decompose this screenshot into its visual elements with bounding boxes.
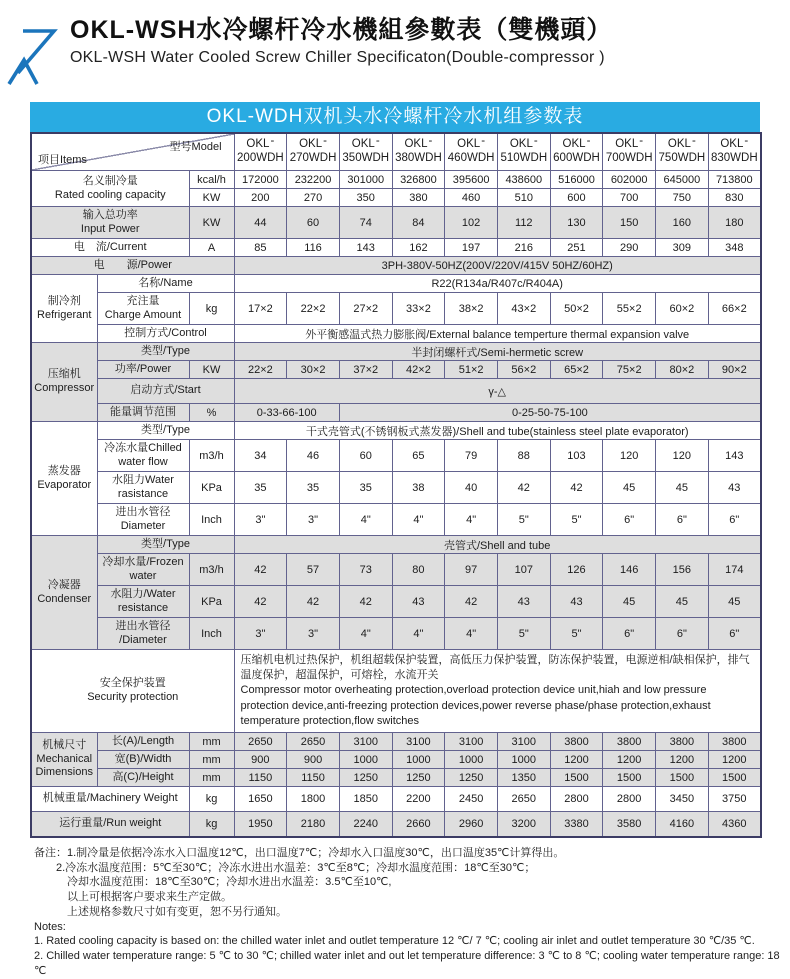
cond-pipe-diameter-value: 6" xyxy=(656,618,709,650)
refrigerant-charge-unit: kg xyxy=(189,293,234,325)
model-header: OKL- 200WDH xyxy=(234,133,287,171)
note-line: 冷却水温度范围：18℃至30℃；冷却水进出水温差：3.5℃至10℃, xyxy=(34,876,392,889)
compressor-type-value: 半封闭螺杆式/Semi-hermetic screw xyxy=(234,343,761,361)
current-unit: A xyxy=(189,239,234,257)
compressor-power-value: 56×2 xyxy=(497,361,550,379)
cond-pipe-diameter-value: 6" xyxy=(603,618,656,650)
dim-height-value: 1500 xyxy=(708,769,761,787)
energy-adjust-range-label: 能量调节范围 xyxy=(97,404,189,422)
dim-width-value: 1200 xyxy=(656,751,709,769)
corner-cell xyxy=(31,133,234,171)
condenser-type-value: 壳管式/Shell and tube xyxy=(234,536,761,554)
cond-pipe-diameter-label: 进出水管径 /Diameter xyxy=(97,618,189,650)
machinery-weight-label: 机械重量/Machinery Weight xyxy=(31,787,189,812)
refrigerant-charge-value: 50×2 xyxy=(550,293,603,325)
power-supply-value: 3PH-380V-50HZ(200V/220V/415V 50HZ/60HZ) xyxy=(234,257,761,275)
cond-water-resistance-value: 42 xyxy=(339,586,392,618)
compressor-power-unit: KW xyxy=(189,361,234,379)
cooling-water-flow-value: 126 xyxy=(550,554,603,586)
cond-water-resistance-unit: KPa xyxy=(189,586,234,618)
cond-pipe-diameter-value: 3" xyxy=(287,618,340,650)
dim-height-value: 1250 xyxy=(392,769,445,787)
dim-width-value: 900 xyxy=(234,751,287,769)
current-value: 290 xyxy=(603,239,656,257)
cond-water-resistance-value: 45 xyxy=(708,586,761,618)
machinery-weight-value: 1800 xyxy=(287,787,340,812)
spec-table xyxy=(30,132,762,838)
run-weight-value: 3380 xyxy=(550,812,603,838)
rated-cooling-capacity-kw-value: 460 xyxy=(445,189,498,207)
chilled-water-flow-unit: m3/h xyxy=(189,440,234,472)
machinery-weight-value: 1850 xyxy=(339,787,392,812)
machinery-weight-value: 2200 xyxy=(392,787,445,812)
cond-water-resistance-value: 42 xyxy=(234,586,287,618)
current-value: 116 xyxy=(287,239,340,257)
notes-block xyxy=(34,846,790,979)
refrigerant-name-group-label: 制冷剂 Refrigerant xyxy=(31,275,97,343)
dim-width-value: 1000 xyxy=(392,751,445,769)
cooling-water-flow-value: 146 xyxy=(603,554,656,586)
refrigerant-charge-value: 33×2 xyxy=(392,293,445,325)
dim-width-value: 1000 xyxy=(445,751,498,769)
cond-pipe-diameter-unit: Inch xyxy=(189,618,234,650)
run-weight-value: 2660 xyxy=(392,812,445,838)
dim-width-value: 1000 xyxy=(339,751,392,769)
evap-pipe-diameter-value: 6" xyxy=(656,504,709,536)
rated-cooling-capacity-kcal-unit: kcal/h xyxy=(189,171,234,189)
cond-water-resistance-label: 水阻力/Water resistance xyxy=(97,586,189,618)
arrow-up-right-icon xyxy=(6,24,60,88)
rated-cooling-capacity-kcal-value: 395600 xyxy=(445,171,498,189)
input-power-value: 84 xyxy=(392,207,445,239)
rated-cooling-capacity-kcal-value: 438600 xyxy=(497,171,550,189)
evap-water-resistance-value: 35 xyxy=(339,472,392,504)
compressor-power-label: 功率/Power xyxy=(97,361,189,379)
refrigerant-name-value: R22(R134a/R407c/R404A) xyxy=(234,275,761,293)
refrigerant-charge-value: 43×2 xyxy=(497,293,550,325)
rated-cooling-capacity-kcal-value: 602000 xyxy=(603,171,656,189)
model-header: OKL- 380WDH xyxy=(392,133,445,171)
evap-pipe-diameter-value: 3" xyxy=(234,504,287,536)
rated-cooling-capacity-kw-value: 350 xyxy=(339,189,392,207)
rated-cooling-capacity-kw-value: 830 xyxy=(708,189,761,207)
cond-pipe-diameter-value: 3" xyxy=(234,618,287,650)
refrigerant-charge-value: 66×2 xyxy=(708,293,761,325)
dim-length-value: 3800 xyxy=(550,733,603,751)
input-power-value: 74 xyxy=(339,207,392,239)
evap-water-resistance-value: 43 xyxy=(708,472,761,504)
evap-water-resistance-value: 42 xyxy=(497,472,550,504)
rated-cooling-capacity-kw-value: 380 xyxy=(392,189,445,207)
cooling-water-flow-value: 156 xyxy=(656,554,709,586)
current-label: 电 流/Current xyxy=(31,239,189,257)
cooling-water-flow-value: 107 xyxy=(497,554,550,586)
compressor-power-value: 22×2 xyxy=(234,361,287,379)
page-title: OKL-WSH水冷螺杆冷水機組參數表（雙機頭） xyxy=(70,16,613,44)
input-power-label: 输入总功率 Input Power xyxy=(31,207,189,239)
rated-cooling-capacity-kcal-value: 326800 xyxy=(392,171,445,189)
chilled-water-flow-value: 60 xyxy=(339,440,392,472)
dim-height-label: 高(C)/Height xyxy=(97,769,189,787)
evap-pipe-diameter-value: 4" xyxy=(445,504,498,536)
refrigerant-name-label: 名称/Name xyxy=(97,275,234,293)
chilled-water-flow-value: 143 xyxy=(708,440,761,472)
chilled-water-flow-value: 46 xyxy=(287,440,340,472)
refrigerant-charge-value: 17×2 xyxy=(234,293,287,325)
cond-pipe-diameter-value: 6" xyxy=(708,618,761,650)
run-weight-value: 3200 xyxy=(497,812,550,838)
compressor-start-value: γ-△ xyxy=(234,379,761,404)
chilled-water-flow-value: 79 xyxy=(445,440,498,472)
cooling-water-flow-value: 57 xyxy=(287,554,340,586)
condenser-type-label: 类型/Type xyxy=(97,536,234,554)
run-weight-value: 4360 xyxy=(708,812,761,838)
dim-width-label: 宽(B)/Width xyxy=(97,751,189,769)
condenser-type-group-label: 冷凝器 Condenser xyxy=(31,536,97,650)
evap-water-resistance-value: 35 xyxy=(287,472,340,504)
corner-model-label: 型号Model xyxy=(169,141,222,153)
corner-items-label: 项目Items xyxy=(38,154,87,166)
run-weight-value: 3580 xyxy=(603,812,656,838)
machinery-weight-value: 2450 xyxy=(445,787,498,812)
compressor-power-value: 80×2 xyxy=(656,361,709,379)
dim-length-value: 2650 xyxy=(287,733,340,751)
compressor-power-value: 75×2 xyxy=(603,361,656,379)
note-line: Notes: xyxy=(34,920,66,933)
rated-cooling-capacity-kw-unit: KW xyxy=(189,189,234,207)
compressor-type-label: 类型/Type xyxy=(97,343,234,361)
dim-length-value: 3800 xyxy=(708,733,761,751)
dim-height-value: 1500 xyxy=(656,769,709,787)
refrigerant-control-value: 外平衡感温式热力膨胀阀/External balance temperture thermal expansion valve xyxy=(234,325,761,343)
dim-height-value: 1250 xyxy=(445,769,498,787)
dim-width-value: 1200 xyxy=(603,751,656,769)
evap-water-resistance-unit: KPa xyxy=(189,472,234,504)
model-header: OKL- 750WDH xyxy=(656,133,709,171)
rated-cooling-capacity-kcal-value: 516000 xyxy=(550,171,603,189)
machinery-weight-value: 1650 xyxy=(234,787,287,812)
note-line: 以上可根据客户要求来生产定做。 xyxy=(34,891,232,904)
dim-length-value: 3100 xyxy=(339,733,392,751)
model-header: OKL- 700WDH xyxy=(603,133,656,171)
cond-pipe-diameter-value: 4" xyxy=(445,618,498,650)
dim-height-value: 1250 xyxy=(339,769,392,787)
rated-cooling-capacity-kcal-value: 232200 xyxy=(287,171,340,189)
machinery-weight-value: 3750 xyxy=(708,787,761,812)
evap-water-resistance-value: 40 xyxy=(445,472,498,504)
input-power-value: 160 xyxy=(656,207,709,239)
current-value: 197 xyxy=(445,239,498,257)
chilled-water-flow-value: 120 xyxy=(656,440,709,472)
dim-width-value: 1200 xyxy=(550,751,603,769)
model-header: OKL- 460WDH xyxy=(445,133,498,171)
evap-water-resistance-value: 42 xyxy=(550,472,603,504)
dim-length-value: 3800 xyxy=(603,733,656,751)
run-weight-unit: kg xyxy=(189,812,234,838)
energy-adjust-range-value: 0-25-50-75-100 xyxy=(339,404,761,422)
chilled-water-flow-value: 88 xyxy=(497,440,550,472)
dim-height-value: 1500 xyxy=(550,769,603,787)
input-power-value: 102 xyxy=(445,207,498,239)
cond-water-resistance-value: 43 xyxy=(550,586,603,618)
energy-adjust-range-unit: % xyxy=(189,404,234,422)
dim-length-value: 2650 xyxy=(234,733,287,751)
chilled-water-flow-value: 120 xyxy=(603,440,656,472)
evaporator-type-group-label: 蒸发器 Evaporator xyxy=(31,422,97,536)
cond-water-resistance-value: 43 xyxy=(497,586,550,618)
cooling-water-flow-value: 42 xyxy=(234,554,287,586)
cond-water-resistance-value: 45 xyxy=(603,586,656,618)
compressor-type-group-label: 压缩机 Compressor xyxy=(31,343,97,422)
model-header: OKL- 600WDH xyxy=(550,133,603,171)
cooling-water-flow-value: 97 xyxy=(445,554,498,586)
dim-width-value: 1000 xyxy=(497,751,550,769)
evap-pipe-diameter-value: 3" xyxy=(287,504,340,536)
input-power-value: 150 xyxy=(603,207,656,239)
rated-cooling-capacity-kw-value: 750 xyxy=(656,189,709,207)
compressor-power-value: 90×2 xyxy=(708,361,761,379)
dim-length-value: 3100 xyxy=(497,733,550,751)
chilled-water-flow-value: 34 xyxy=(234,440,287,472)
cond-pipe-diameter-value: 5" xyxy=(497,618,550,650)
note-line: 上述规格参数尺寸如有变更，恕不另行通知。 xyxy=(34,905,287,918)
refrigerant-charge-value: 27×2 xyxy=(339,293,392,325)
dim-length-value: 3100 xyxy=(392,733,445,751)
refrigerant-charge-value: 55×2 xyxy=(603,293,656,325)
model-header: OKL- 350WDH xyxy=(339,133,392,171)
page-header xyxy=(0,0,790,88)
refrigerant-control-label: 控制方式/Control xyxy=(97,325,234,343)
input-power-value: 112 xyxy=(497,207,550,239)
power-supply-label: 电 源/Power xyxy=(31,257,234,275)
note-line: 2. Chilled water temperature range: 5 ℃ to 30 ℃; chilled water inlet and out let temperature difference: 3 ℃ to 8 ℃; cooling water temperature range: 18 ℃ xyxy=(34,950,783,977)
refrigerant-charge-value: 38×2 xyxy=(445,293,498,325)
evap-pipe-diameter-value: 5" xyxy=(550,504,603,536)
input-power-unit: KW xyxy=(189,207,234,239)
dim-length-unit: mm xyxy=(189,733,234,751)
compressor-power-value: 51×2 xyxy=(445,361,498,379)
current-value: 216 xyxy=(497,239,550,257)
input-power-value: 44 xyxy=(234,207,287,239)
note-line: 1. Rated cooling capacity is based on: the chilled water inlet and outlet temperature 12 ℃/ 7 ℃; cooling air inlet and outlet temperature 30 ℃/35 ℃. xyxy=(34,935,755,948)
evap-pipe-diameter-value: 4" xyxy=(392,504,445,536)
current-value: 309 xyxy=(656,239,709,257)
rated-cooling-capacity-kw-value: 600 xyxy=(550,189,603,207)
run-weight-value: 4160 xyxy=(656,812,709,838)
evap-pipe-diameter-value: 6" xyxy=(603,504,656,536)
dim-length-value: 3100 xyxy=(445,733,498,751)
machinery-weight-unit: kg xyxy=(189,787,234,812)
rated-cooling-capacity-kw-value: 270 xyxy=(287,189,340,207)
dim-height-value: 1350 xyxy=(497,769,550,787)
current-value: 348 xyxy=(708,239,761,257)
evaporator-type-value: 干式壳管式(不锈钢板式蒸发器)/Shell and tube(stainless steel plate evaporator) xyxy=(234,422,761,440)
evap-pipe-diameter-value: 6" xyxy=(708,504,761,536)
note-line: 备注：1.制冷量是依据冷冻水入口温度12℃，出口温度7℃；冷却水入口温度30℃，出口温度35℃计算得出。 xyxy=(34,847,565,859)
cooling-water-flow-value: 80 xyxy=(392,554,445,586)
cond-water-resistance-value: 45 xyxy=(656,586,709,618)
evaporator-type-label: 类型/Type xyxy=(97,422,234,440)
rated-cooling-capacity-kw-value: 510 xyxy=(497,189,550,207)
input-power-value: 130 xyxy=(550,207,603,239)
rated-cooling-capacity-kcal-value: 713800 xyxy=(708,171,761,189)
machinery-weight-value: 3450 xyxy=(656,787,709,812)
table-banner: OKL-WDH双机头水冷螺杆冷水机组参数表 xyxy=(30,102,760,132)
cond-water-resistance-value: 43 xyxy=(392,586,445,618)
rated-cooling-capacity-kcal-value: 301000 xyxy=(339,171,392,189)
refrigerant-charge-label: 充注量 Charge Amount xyxy=(97,293,189,325)
refrigerant-charge-value: 22×2 xyxy=(287,293,340,325)
machinery-weight-value: 2800 xyxy=(603,787,656,812)
current-value: 85 xyxy=(234,239,287,257)
evap-pipe-diameter-value: 5" xyxy=(497,504,550,536)
run-weight-value: 2960 xyxy=(445,812,498,838)
evap-pipe-diameter-label: 进出水管径 Diameter xyxy=(97,504,189,536)
model-header: OKL- 830WDH xyxy=(708,133,761,171)
machinery-weight-value: 2800 xyxy=(550,787,603,812)
run-weight-value: 1950 xyxy=(234,812,287,838)
rated-cooling-capacity-kcal-value: 172000 xyxy=(234,171,287,189)
input-power-value: 180 xyxy=(708,207,761,239)
current-value: 143 xyxy=(339,239,392,257)
dim-height-value: 1150 xyxy=(287,769,340,787)
dim-height-unit: mm xyxy=(189,769,234,787)
evap-water-resistance-label: 水阻力Water rasistance xyxy=(97,472,189,504)
chilled-water-flow-value: 65 xyxy=(392,440,445,472)
refrigerant-charge-value: 60×2 xyxy=(656,293,709,325)
dim-height-value: 1500 xyxy=(603,769,656,787)
security-protection-value: 压缩机电机过热保护，机组超载保护装置，高低压力保护装置，防冻保护装置，电源逆相/缺相保护，排气温度保护，超温保护，可熔栓，水流开关 Compressor motor overheating protection,overload protection device unit,hiah and low pressure protection device,anti-freezing protection devices,power reverse phase/phase protection,exhaust temperature protection,flow switches xyxy=(234,650,761,733)
page-subtitle: OKL-WSH Water Cooled Screw Chiller Specificaton(Double-compressor ) xyxy=(70,49,605,66)
dim-width-value: 1200 xyxy=(708,751,761,769)
compressor-power-value: 37×2 xyxy=(339,361,392,379)
dim-width-value: 900 xyxy=(287,751,340,769)
title-block xyxy=(70,10,612,67)
cooling-water-flow-label: 冷却水量/Frozen water xyxy=(97,554,189,586)
current-value: 251 xyxy=(550,239,603,257)
run-weight-label: 运行重量/Run weight xyxy=(31,812,189,838)
chilled-water-flow-value: 103 xyxy=(550,440,603,472)
evap-water-resistance-value: 38 xyxy=(392,472,445,504)
cond-pipe-diameter-value: 4" xyxy=(339,618,392,650)
evap-water-resistance-value: 45 xyxy=(603,472,656,504)
dim-length-label: 长(A)/Length xyxy=(97,733,189,751)
rated-cooling-capacity-kcal-value: 645000 xyxy=(656,171,709,189)
model-header: OKL- 510WDH xyxy=(497,133,550,171)
dim-height-value: 1150 xyxy=(234,769,287,787)
machinery-weight-value: 2650 xyxy=(497,787,550,812)
compressor-power-value: 42×2 xyxy=(392,361,445,379)
evap-pipe-diameter-value: 4" xyxy=(339,504,392,536)
note-line: 2.冷冻水温度范围：5℃至30℃；冷冻水进出水温差：3℃至8℃；冷却水温度范围：18℃至30℃； xyxy=(34,861,536,874)
cooling-water-flow-unit: m3/h xyxy=(189,554,234,586)
cond-pipe-diameter-value: 4" xyxy=(392,618,445,650)
dim-length-value: 3800 xyxy=(656,733,709,751)
evap-pipe-diameter-unit: Inch xyxy=(189,504,234,536)
cond-water-resistance-value: 42 xyxy=(287,586,340,618)
input-power-value: 60 xyxy=(287,207,340,239)
rated-cooling-capacity-kw-value: 700 xyxy=(603,189,656,207)
compressor-start-label: 启动方式/Start xyxy=(97,379,234,404)
rated-cooling-capacity-kcal-label: 名义制冷量 Rated cooling capacity xyxy=(31,171,189,207)
chilled-water-flow-label: 冷冻水量Chilled water flow xyxy=(97,440,189,472)
security-protection-label: 安全保护装置 Security protection xyxy=(31,650,234,733)
dim-width-unit: mm xyxy=(189,751,234,769)
current-value: 162 xyxy=(392,239,445,257)
cond-pipe-diameter-value: 5" xyxy=(550,618,603,650)
dim-length-group-label: 机械尺寸 Mechanical Dimensions xyxy=(31,733,97,787)
cond-water-resistance-value: 42 xyxy=(445,586,498,618)
cooling-water-flow-value: 73 xyxy=(339,554,392,586)
run-weight-value: 2180 xyxy=(287,812,340,838)
cooling-water-flow-value: 174 xyxy=(708,554,761,586)
evap-water-resistance-value: 35 xyxy=(234,472,287,504)
model-header: OKL- 270WDH xyxy=(287,133,340,171)
compressor-power-value: 30×2 xyxy=(287,361,340,379)
run-weight-value: 2240 xyxy=(339,812,392,838)
energy-adjust-range-value: 0-33-66-100 xyxy=(234,404,339,422)
evap-water-resistance-value: 45 xyxy=(656,472,709,504)
compressor-power-value: 65×2 xyxy=(550,361,603,379)
rated-cooling-capacity-kw-value: 200 xyxy=(234,189,287,207)
